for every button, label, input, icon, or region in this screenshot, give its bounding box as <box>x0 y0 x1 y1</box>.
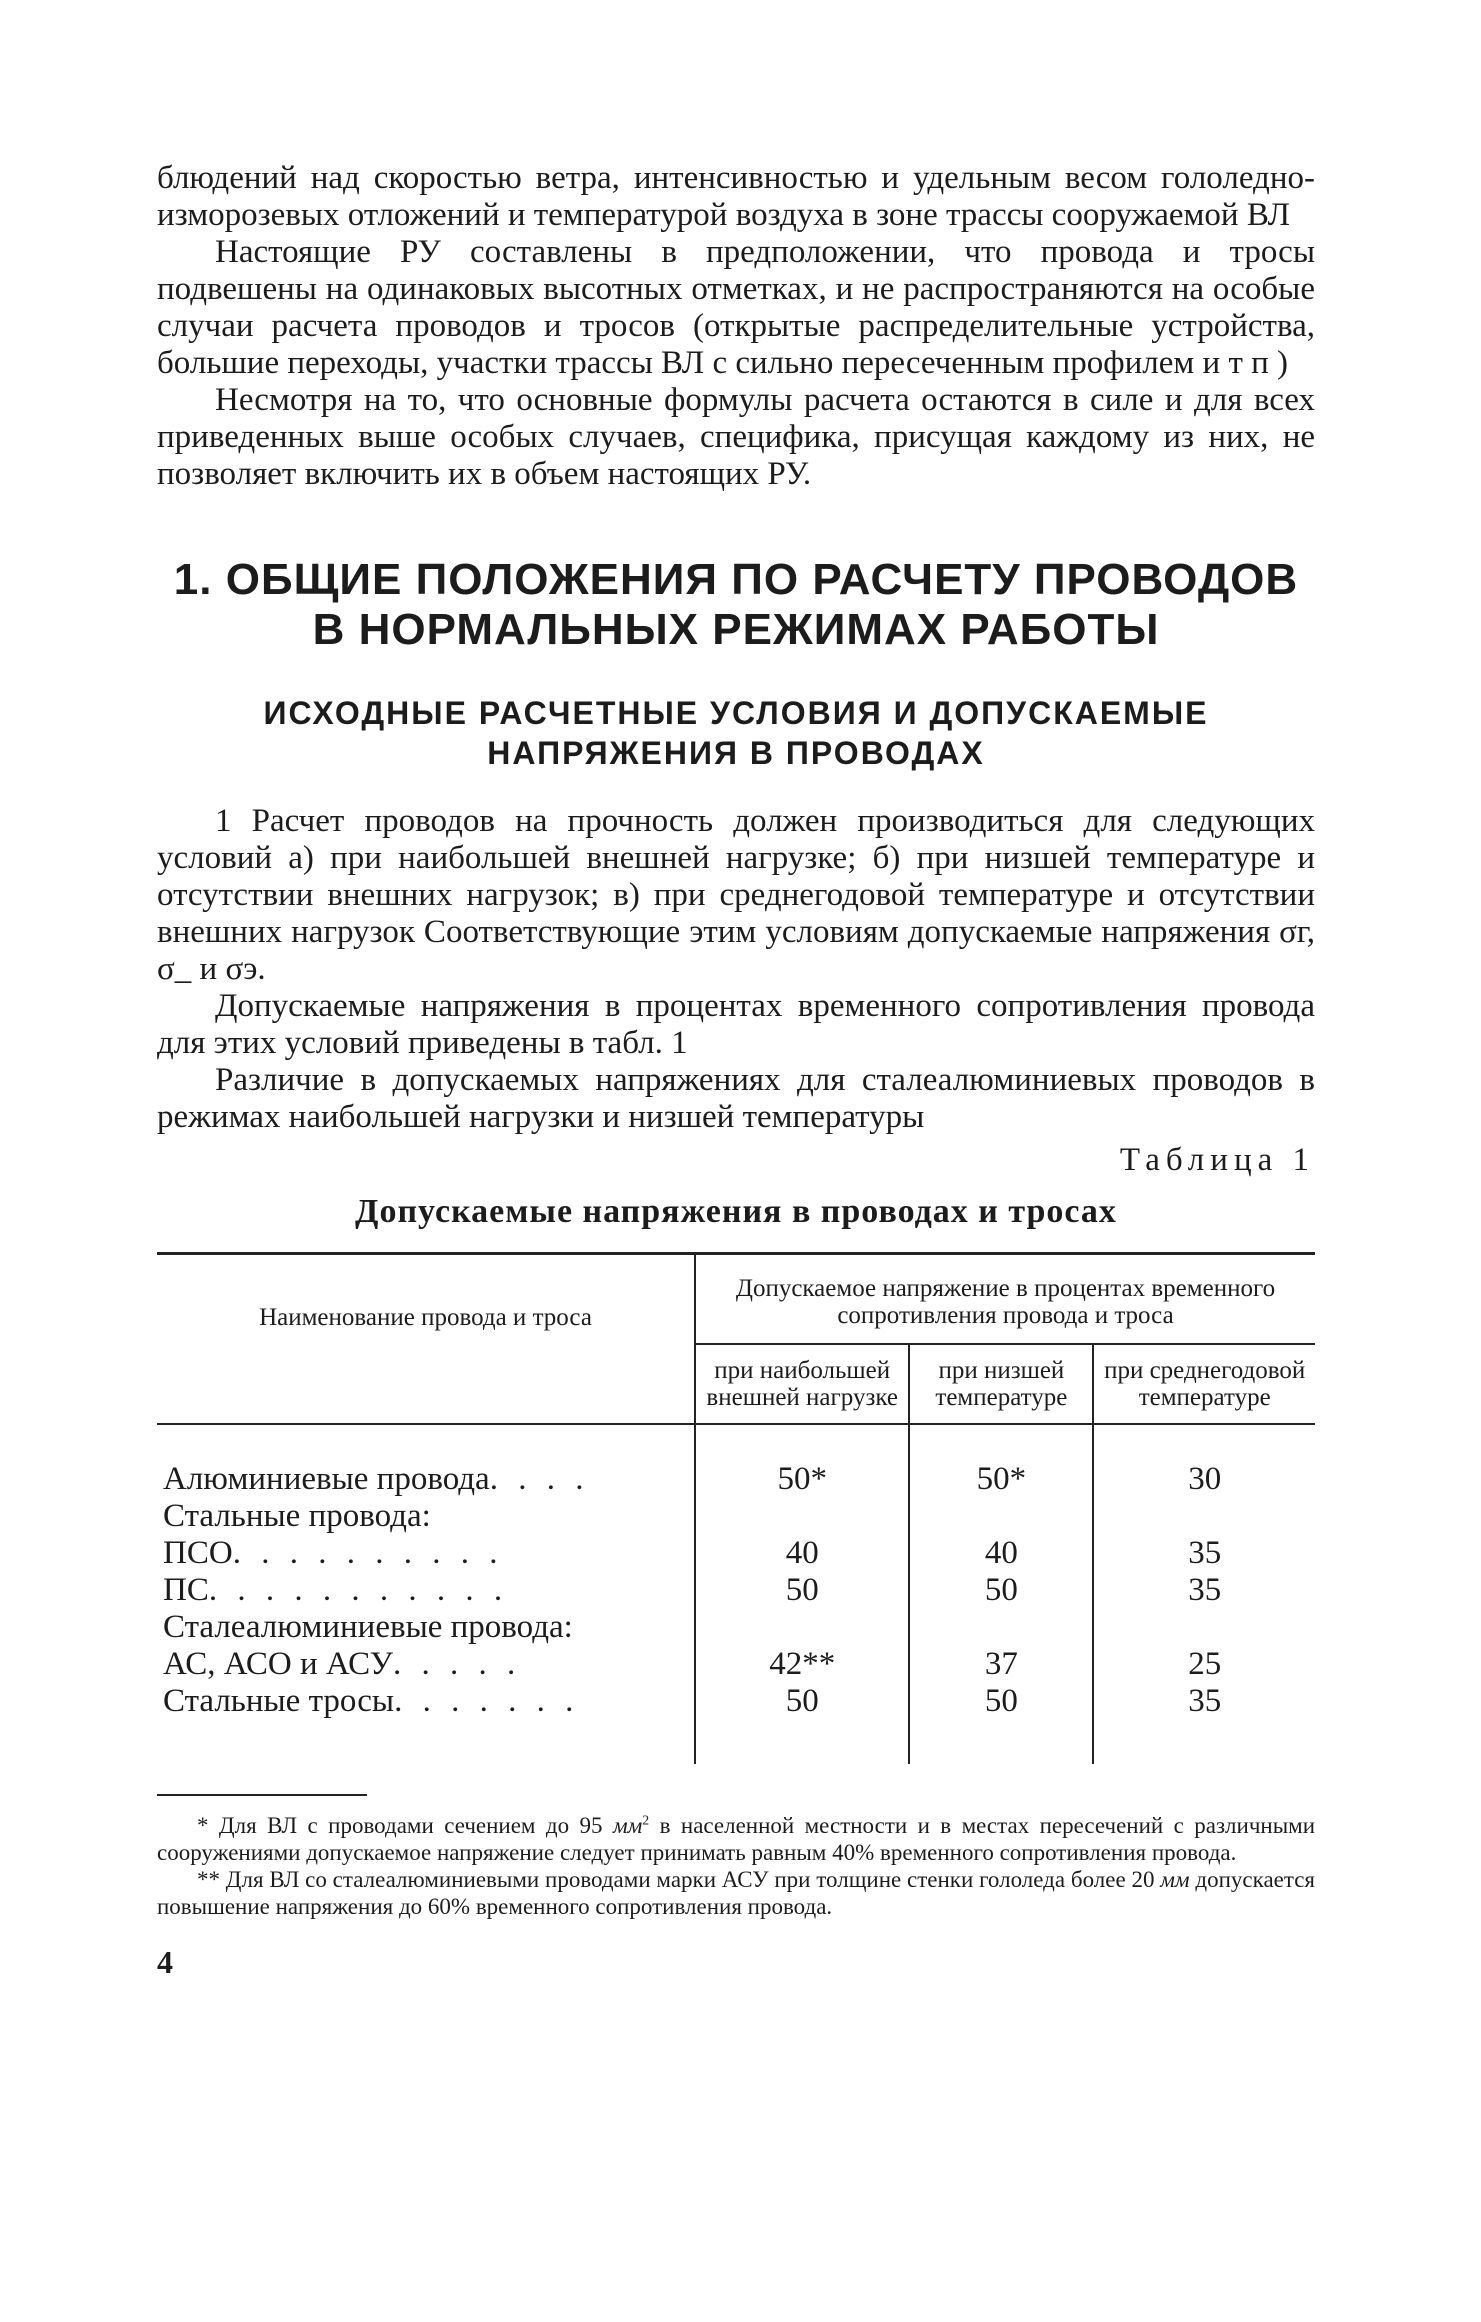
section-subtitle <box>157 693 1315 773</box>
row-value-max-load: 42** <box>695 1646 909 1683</box>
section-title <box>157 555 1315 655</box>
table-row <box>157 1498 1315 1535</box>
footnote-1: * Для ВЛ с проводами сечением до 95 $мм^2$ в населенной местности и в местах пересечений с различными сооружениями допускаемое напряжение следует принимать равным 40% временного сопротивления провода. <box>157 1812 1316 1865</box>
section-subtitle-line-2: НАПРЯЖЕНИЯ В ПРОВОДАХ <box>487 735 985 771</box>
row-value-max-load <box>695 1498 909 1535</box>
row-name: АС, АСО и АСУ. . . . . <box>157 1646 695 1683</box>
row-value-max-load: 50 <box>695 1683 909 1764</box>
table-row <box>157 1535 1315 1572</box>
header-max-load: при наибольшей внешней нагрузке <box>695 1344 909 1424</box>
header-name: Наименование провода и троса <box>157 1254 695 1425</box>
row-value-max-load: 40 <box>695 1535 909 1572</box>
intro-paragraph-3: Несмотря на то, что основные формулы расчета остаются в силе и для всех приведенных выше особых случаев, специфика, присущая каждому из них, не позволяет включить их в объем настоящих РУ. <box>157 382 1315 492</box>
intro-paragraph-1: блюдений над скоростью ветра, интенсивностью и удельным весом гололедно-изморозевых отложений и температурой воздуха в зоне трассы сооружаемой ВЛ <box>157 160 1315 233</box>
table-row <box>157 1683 1315 1764</box>
row-value-max-load: 50* <box>695 1424 909 1498</box>
document-page <box>157 160 1315 1981</box>
row-value-avg-temp: 35 <box>1188 1683 1222 1719</box>
row-value-avg-temp <box>1093 1498 1315 1535</box>
body-paragraph-3: Различие в допускаемых напряжениях для сталеалюминиевых проводов в режимах наибольшей нагрузки и низшей температуры <box>157 1062 1315 1135</box>
page-number: 4 <box>157 1944 173 1980</box>
row-value-avg-temp <box>1093 1609 1315 1646</box>
header-avg-temp: при среднегодовой температуре <box>1093 1344 1315 1424</box>
row-name: Алюминиевые провода. . . . <box>157 1424 695 1498</box>
footnote-2: ** Для ВЛ со сталеалюминиевыми проводами марки АСУ при толщине стенки гололеда более 20 мм допускается повышение напряжения до 60% временного сопротивления провода. <box>157 1867 1315 1919</box>
row-value-min-temp: 50 <box>909 1683 1093 1764</box>
table-row <box>157 1572 1315 1609</box>
header-min-temp: при низшей температуре <box>909 1344 1093 1424</box>
table-row <box>157 1424 1315 1498</box>
row-name: ПСО. . . . . . . . . . <box>157 1535 695 1572</box>
row-name: Стальные тросы. . . . . . . <box>157 1683 695 1764</box>
row-name: Стальные провода: <box>157 1498 695 1535</box>
table-label: Таблица 1 <box>1119 1142 1315 1178</box>
row-value-avg-temp: 25 <box>1188 1646 1222 1682</box>
row-value-min-temp: 50 <box>909 1572 1093 1609</box>
intro-paragraph-2: Настоящие РУ составлены в предположении, что провода и тросы подвешены на одинаковых высотных отметках, и не распространяются на особые случаи расчета проводов и тросов (открытые распределительные устройства, большие переходы, участки трассы ВЛ с сильно пересеченным профилем и т п ) <box>157 234 1315 381</box>
row-name: Сталеалюминиевые провода: <box>157 1609 695 1646</box>
row-value-min-temp: 37 <box>909 1646 1093 1683</box>
row-value-min-temp <box>909 1498 1093 1535</box>
table-row <box>157 1646 1315 1683</box>
row-name: ПС. . . . . . . . . . . <box>157 1572 695 1609</box>
row-value-min-temp: 40 <box>909 1535 1093 1572</box>
row-value-min-temp: 50* <box>909 1424 1093 1498</box>
section-title-line-2: В НОРМАЛЬНЫХ РЕЖИМАХ РАБОТЫ <box>312 605 1160 654</box>
body-paragraph-2: Допускаемые напряжения в процентах временного сопротивления провода для этих условий приведены в табл. 1 <box>157 988 1315 1061</box>
table-title: Допускаемые напряжения в проводах и тросах <box>355 1193 1117 1230</box>
section-title-line-1: 1. ОБЩИЕ ПОЛОЖЕНИЯ ПО РАСЧЕТУ ПРОВОДОВ <box>173 555 1299 604</box>
row-value-max-load <box>695 1609 909 1646</box>
row-value-avg-temp: 30 <box>1188 1461 1222 1497</box>
section-subtitle-line-1: ИСХОДНЫЕ РАСЧЕТНЫЕ УСЛОВИЯ И ДОПУСКАЕМЫЕ <box>263 695 1209 731</box>
table-row <box>157 1609 1315 1646</box>
row-value-avg-temp: 35 <box>1188 1535 1222 1571</box>
stress-table <box>157 1252 1315 1764</box>
row-value-max-load: 50 <box>695 1572 909 1609</box>
header-group: Допускаемое напряжение в процентах временного сопротивления провода и троса <box>695 1254 1315 1345</box>
row-value-avg-temp: 35 <box>1188 1572 1222 1608</box>
row-value-min-temp <box>909 1609 1093 1646</box>
body-paragraph-1: 1 Расчет проводов на прочность должен производиться для следующих условий а) при наибольшей внешней нагрузке; б) при низшей температуре и отсутствии внешних нагрузок; в) при среднегодовой температуре и отсутствии внешних нагрузок Соответствующие этим условиям допускаемые напряжения σг, σ_ и σэ. <box>157 803 1315 987</box>
footnote-divider <box>157 1794 367 1796</box>
